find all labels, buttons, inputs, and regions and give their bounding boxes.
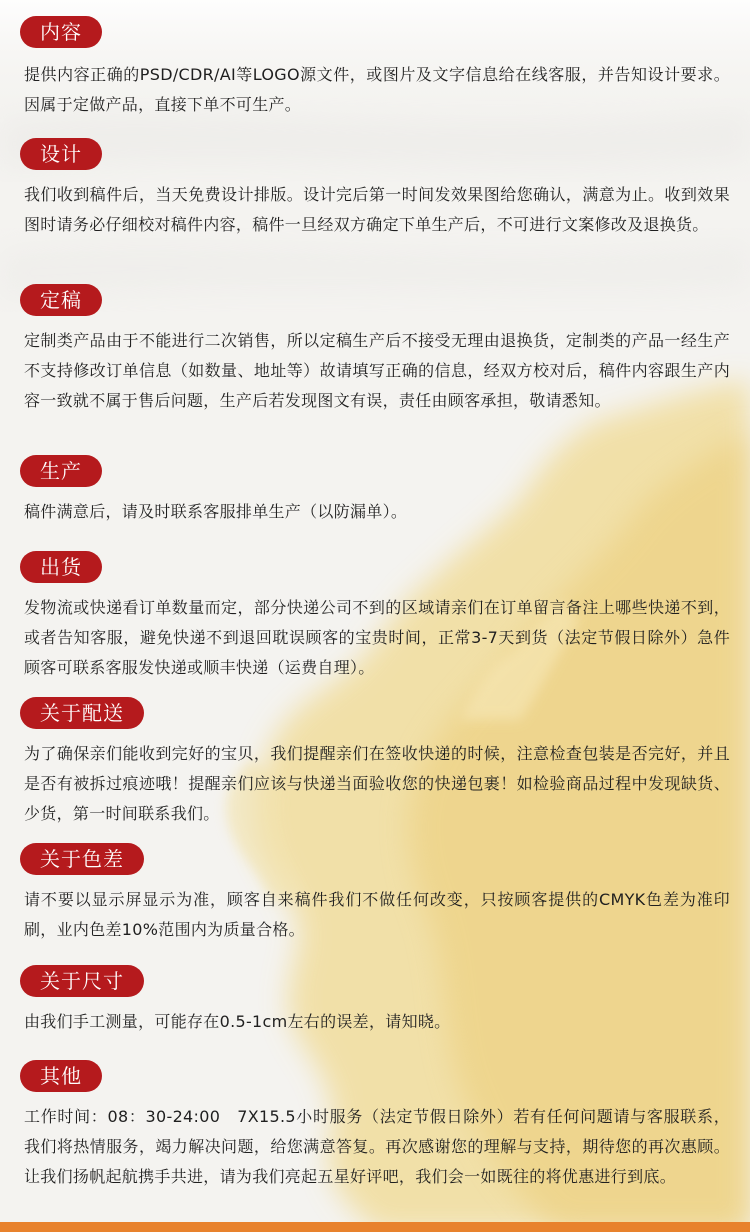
section-body: 提供内容正确的PSD/CDR/AI等LOGO源文件，或图片及文字信息给在线客服，并告知设计要求。因属于定做产品，直接下单不可生产。 — [24, 65, 730, 114]
section-body: 由我们手工测量，可能存在0.5-1cm左右的误差，请知晓。 — [24, 1012, 451, 1031]
section-body: 发物流或快递看订单数量而定，部分快递公司不到的区域请亲们在订单留言备注上哪些快递不到，或者告知客服，避免快递不到退回耽误顾客的宝贵时间，正常3-7天到货（法定节假日除外）急件顾客可联系客服发快递或顺丰快递（运费自理）。 — [24, 598, 730, 677]
section-body: 请不要以显示屏显示为准，顾客自来稿件我们不做任何改变，只按顾客提供的CMYK色差为准印刷，业内色差10%范围内为质量合格。 — [24, 890, 730, 939]
section-body: 为了确保亲们能收到完好的宝贝，我们提醒亲们在签收快递的时候，注意检查包装是否完好，并且是否有被拆过痕迹哦！提醒亲们应该与快递当面验收您的快递包裹！如检验商品过程中发现缺货、少货，第一时间联系我们。 — [24, 744, 730, 823]
bottom-bar — [0, 1222, 750, 1232]
section-badge: 生产 — [20, 455, 102, 487]
section-badge: 其他 — [20, 1060, 102, 1092]
section-badge: 定稿 — [20, 284, 102, 316]
section-badge: 关于尺寸 — [20, 965, 144, 997]
section-body: 我们收到稿件后，当天免费设计排版。设计完后第一时间发效果图给您确认，满意为止。收到效果图时请务必仔细校对稿件内容，稿件一旦经双方确定下单生产后，不可进行文案修改及退换货。 — [24, 185, 730, 234]
section-badge: 内容 — [20, 16, 102, 48]
section-body: 工作时间：08：30-24:00 7X15.5小时服务（法定节假日除外）若有任何问题请与客服联系，我们将热情服务，竭力解决问题，给您满意答复。再次感谢您的理解与支持，期待您的再次惠顾。让我们扬帆起航携手共进，请为我们亮起五星好评吧，我们会一如既往的将优惠进行到底。 — [24, 1107, 730, 1186]
section-body: 定制类产品由于不能进行二次销售，所以定稿生产后不接受无理由退换货，定制类的产品一经生产不支持修改订单信息（如数量、地址等）故请填写正确的信息，经双方校对后，稿件内容跟生产内容一致就不属于售后问题，生产后若发现图文有误，责任由顾客承担，敬请悉知。 — [24, 331, 730, 410]
section-badge: 关于色差 — [20, 843, 144, 875]
section-body: 稿件满意后，请及时联系客服排单生产（以防漏单）。 — [24, 502, 408, 521]
section-badge: 出货 — [20, 551, 102, 583]
section-badge: 设计 — [20, 138, 102, 170]
section-badge: 关于配送 — [20, 697, 144, 729]
